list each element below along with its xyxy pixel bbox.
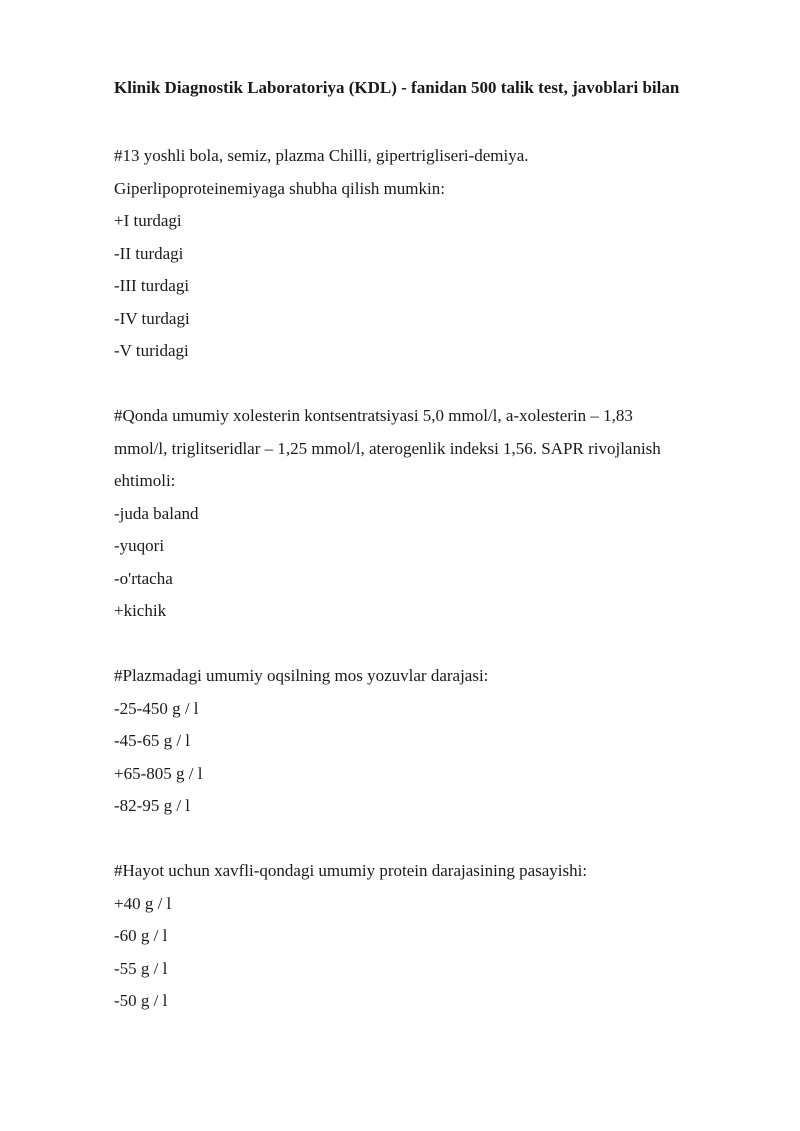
document-page	[114, 76, 754, 1050]
question-text: mmol/l, triglitseridlar – 1,25 mmol/l, aterogenlik indeksi 1,56. SAPR rivojlanish	[114, 438, 661, 458]
answer-option: +I turdagi	[114, 211, 182, 230]
answer-option: +40 g / l	[114, 893, 172, 913]
question-1	[114, 140, 754, 368]
answer-option: -50 g / l	[114, 991, 168, 1010]
answer-option: -III turdagi	[114, 276, 190, 295]
answer-option: -IV turdagi	[114, 308, 190, 328]
question-text: ehtimoli:	[114, 471, 176, 490]
answer-option: +kichik	[114, 601, 167, 620]
answer-option: -o'rtacha	[114, 568, 173, 588]
question-2	[114, 400, 754, 628]
answer-option: -V turidagi	[114, 341, 189, 360]
question-text: #13 yoshli bola, semiz, plazma Chilli, gipertrigliseri-demiya.	[114, 146, 529, 165]
answer-option: -45-65 g / l	[114, 731, 191, 750]
answer-option: -82-95 g / l	[114, 796, 191, 815]
answer-option: -II turdagi	[114, 243, 184, 263]
answer-option: -juda baland	[114, 503, 199, 523]
answer-option: -25-450 g / l	[114, 698, 199, 718]
question-text: #Hayot uchun xavfli-qondagi umumiy protein darajasining pasayishi:	[114, 861, 588, 880]
question-text: #Plazmadagi umumiy oqsilning mos yozuvlar darajasi:	[114, 666, 489, 685]
question-4	[114, 855, 754, 1018]
answer-option: -60 g / l	[114, 926, 168, 945]
answer-option: +65-805 g / l	[114, 763, 203, 783]
answer-option: -yuqori	[114, 536, 165, 555]
answer-option: -55 g / l	[114, 958, 168, 978]
question-3	[114, 660, 754, 823]
document-title: Klinik Diagnostik Laboratoriya (KDL) - fanidan 500 talik test, javoblari bilan	[114, 78, 680, 97]
question-text: Giperlipoproteinemiyaga shubha qilish mumkin:	[114, 178, 445, 198]
question-text: #Qonda umumiy xolesterin kontsentratsiyasi 5,0 mmol/l, a-xolesterin – 1,83	[114, 406, 633, 425]
